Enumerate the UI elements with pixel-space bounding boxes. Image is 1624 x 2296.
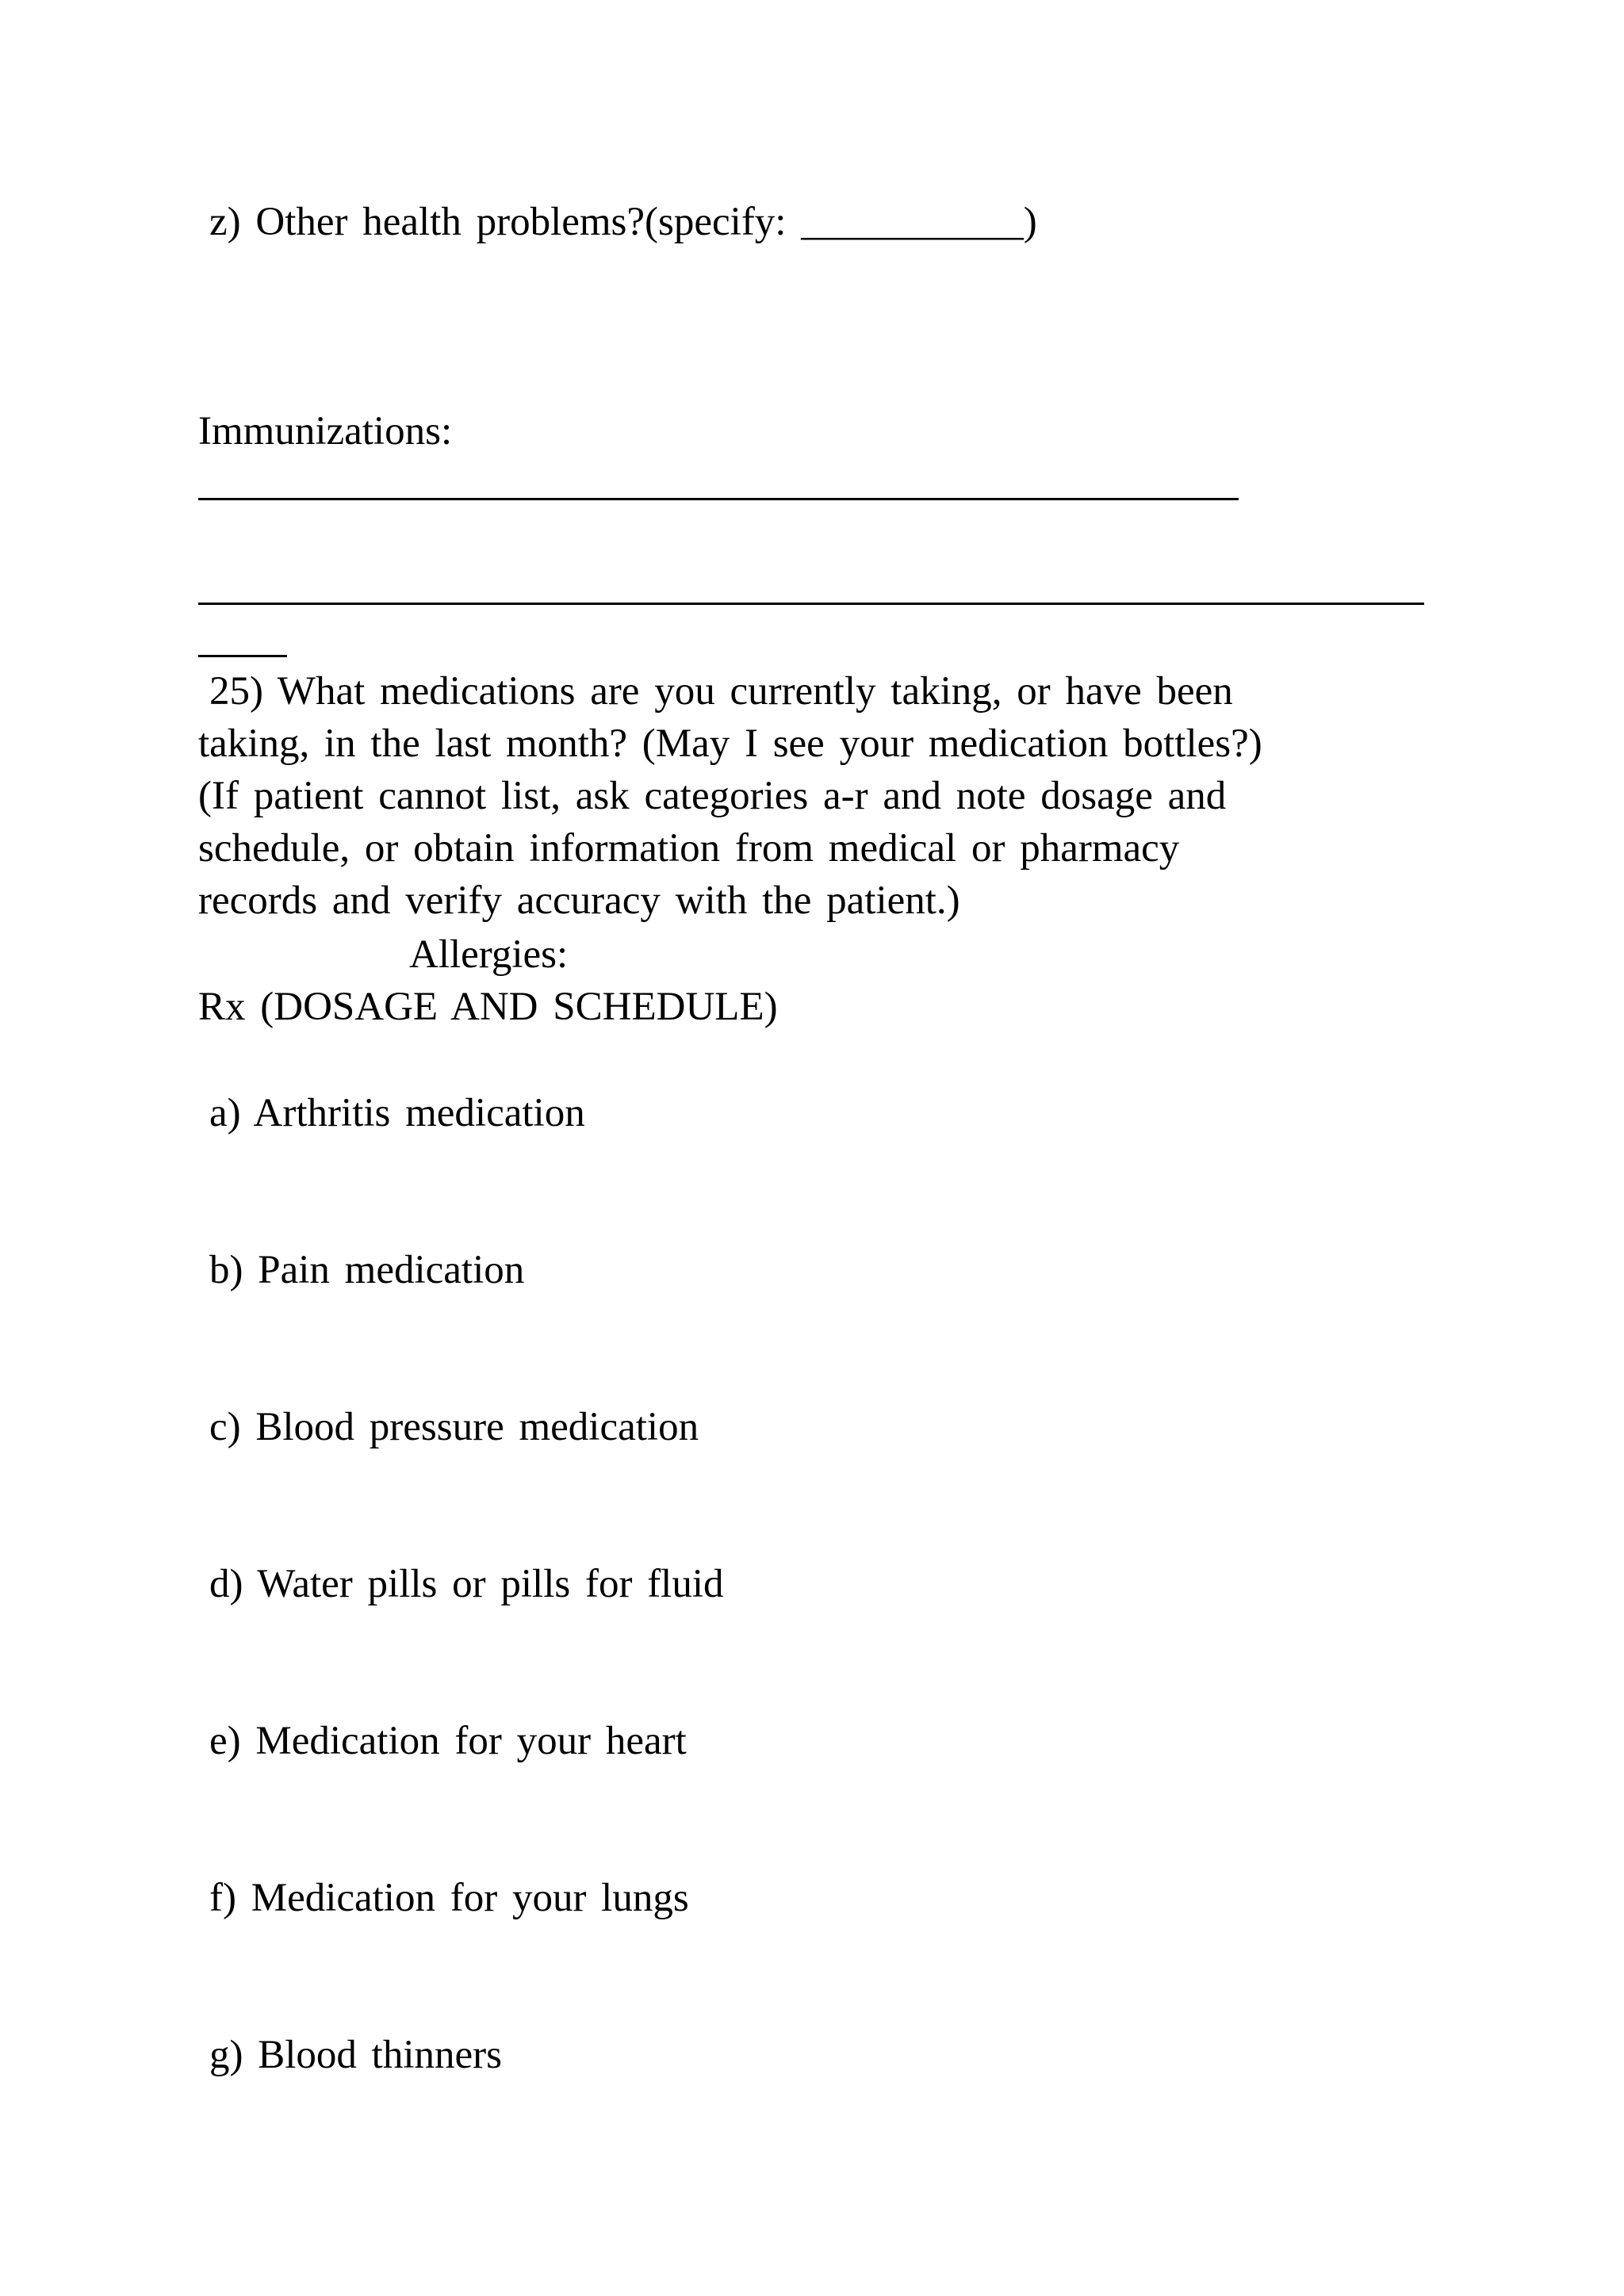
immunizations-blank-line-3 xyxy=(198,655,287,657)
medication-item-lungs: f) Medication for your lungs xyxy=(209,1876,689,1920)
medication-item-heart: e) Medication for your heart xyxy=(209,1719,687,1763)
medication-item-blood-thinners: g) Blood thinners xyxy=(209,2033,502,2077)
immunizations-label: Immunizations: xyxy=(198,409,453,453)
medication-item-blood-pressure: c) Blood pressure medication xyxy=(209,1405,699,1449)
immunizations-blank-line-1 xyxy=(198,498,1239,500)
question-25-line: records and verify accuracy with the patient.) xyxy=(198,878,960,923)
immunizations-blank-line-2 xyxy=(198,603,1424,605)
medication-item-pain: b) Pain medication xyxy=(209,1248,525,1292)
medication-item-water-pills: d) Water pills or pills for fluid xyxy=(209,1562,724,1606)
question-25-line: 25) What medications are you currently taking, or have been xyxy=(209,669,1233,714)
question-25-line: taking, in the last month? (May I see your medication bottles?) xyxy=(198,721,1262,766)
allergies-label: Allergies: xyxy=(409,932,569,977)
question-25-line: schedule, or obtain information from medical or pharmacy xyxy=(198,826,1180,871)
other-health-problems-item: z) Other health problems?(specify: ___________) xyxy=(209,200,1037,244)
question-25-line: (If patient cannot list, ask categories a-r and note dosage and xyxy=(198,774,1227,818)
rx-dosage-schedule-heading: Rx (DOSAGE AND SCHEDULE) xyxy=(198,985,778,1029)
medication-item-arthritis: a) Arthritis medication xyxy=(209,1091,585,1135)
